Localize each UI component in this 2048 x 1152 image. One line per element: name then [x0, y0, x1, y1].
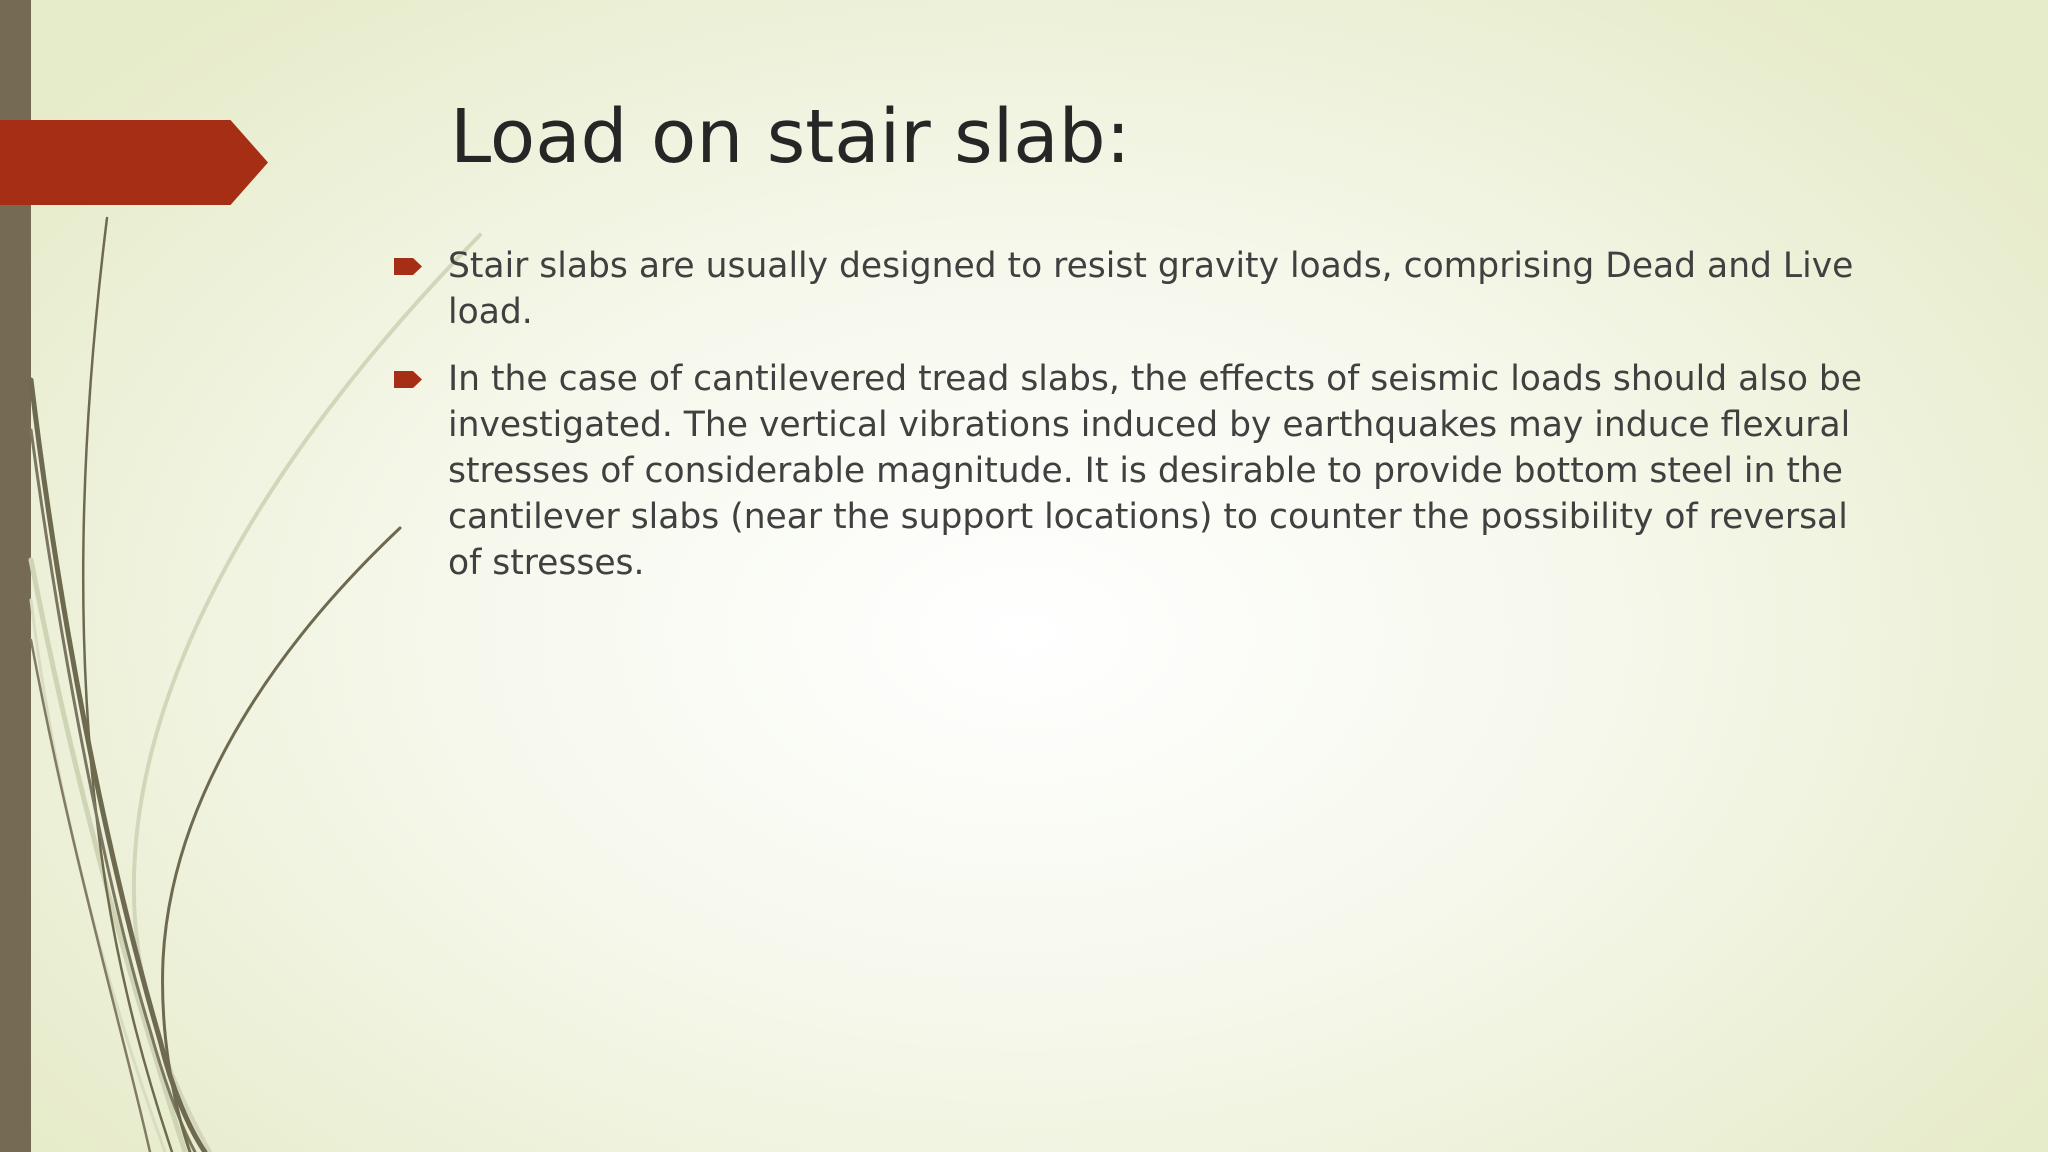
- curve-dark-3: [31, 430, 195, 1152]
- slide-title: Load on stair slab:: [450, 94, 1131, 180]
- arrow-bullet-icon: [394, 258, 422, 275]
- arrow-bullet-icon: [394, 371, 422, 388]
- curve-light-3: [31, 600, 165, 1152]
- list-item: [390, 356, 1870, 586]
- bullet-text: In the case of cantilevered tread slabs, the effects of seismic loads should also be investigated. The vertical vibrations induced by earthquakes may induce flexural stresses of considerable magnitude. It is desirable to provide bottom steel in the cantilever slabs (near the support locations) to counter the possibility of reversal of stresses.: [448, 359, 1863, 583]
- curve-dark-1: [83, 218, 172, 1152]
- bullet-list: [390, 243, 1870, 607]
- curve-light-2: [31, 560, 185, 1152]
- bullet-text: Stair slabs are usually designed to resist gravity loads, comprising Dead and Live load.: [448, 246, 1854, 332]
- list-item: [390, 243, 1870, 335]
- title-accent-tab: [0, 120, 268, 205]
